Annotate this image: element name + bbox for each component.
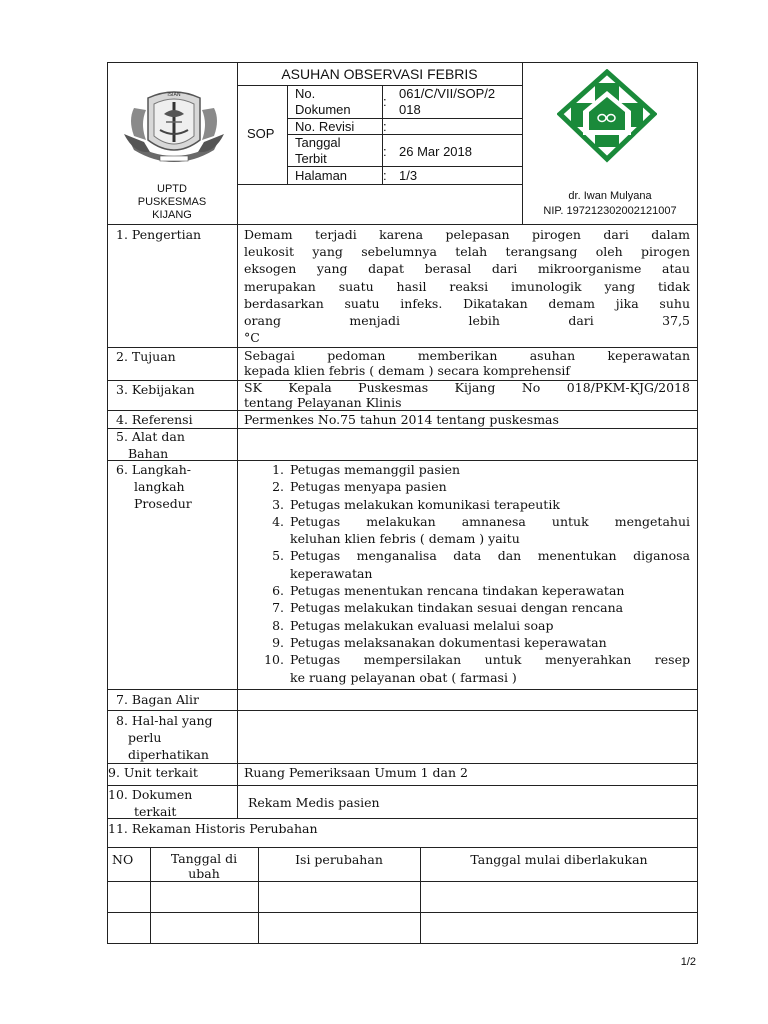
- field-no-dokumen-value: [399, 86, 495, 118]
- field-no-label: No.: [295, 86, 316, 101]
- label-langkah-line-3: Prosedur: [134, 496, 192, 511]
- history-header-tanggal-mulai: Tanggal mulai diberlakukan: [470, 852, 648, 867]
- step-number: 3.: [272, 496, 284, 512]
- institution-line-2: PUSKESMAS: [137, 196, 207, 208]
- label-langkah-line-2: langkah: [134, 479, 185, 494]
- field-terbit-label: Terbit: [295, 151, 327, 166]
- step-number: 2.: [272, 479, 284, 495]
- document-title: ASUHAN OBSERVASI FEBRIS: [281, 66, 478, 82]
- signer-name: dr. Iwan Mulyana: [568, 190, 652, 202]
- procedure-step: [262, 599, 690, 616]
- institution-line-3: KIJANG: [152, 209, 192, 221]
- procedure-step: [262, 582, 690, 599]
- procedure-step: [262, 634, 690, 651]
- dokumen-terkait-text: Rekam Medis pasien: [248, 795, 380, 810]
- history-header-isi: Isi perubahan: [295, 852, 383, 867]
- referensi-text: Permenkes No.75 tahun 2014 tentang puskesmas: [244, 412, 559, 427]
- pengertian-line: Demam terjadi karena pelepasan pirogen dari dalam: [244, 227, 690, 242]
- kebijakan-text: [244, 381, 690, 410]
- history-header-no: NO: [112, 852, 134, 867]
- step-text: Petugas melakukan amnanesa untuk mengetahui: [290, 513, 690, 529]
- procedure-step: [262, 547, 690, 582]
- step-text: Petugas memanggil pasien: [290, 462, 461, 477]
- field-no-dokumen-value-l1: 061/C/VII/SOP/2: [399, 86, 496, 101]
- step-text: Petugas menyapa pasien: [290, 479, 447, 495]
- header-divider-left: [237, 62, 238, 224]
- label-alat-line-1: 5. Alat dan: [116, 429, 185, 444]
- label-dokumen-terkait: [108, 786, 192, 820]
- step-text: Petugas melaksanakan dokumentasi keperawatan: [290, 634, 607, 650]
- row-rule-referensi: [107, 428, 698, 429]
- procedure-step: [262, 478, 690, 495]
- kebijakan-line: tentang Pelayanan Klinis: [244, 394, 402, 410]
- label-hal-line-3: diperhatikan: [128, 747, 209, 762]
- puskesmas-cross-icon: [557, 69, 657, 163]
- tujuan-line: Sebagai pedoman memberikan asuhan keperawatan: [244, 348, 690, 363]
- history-header-tanggal-l1: Tanggal di: [170, 851, 238, 866]
- header-bottom-rule: [107, 224, 698, 225]
- row-rule-bagan: [107, 710, 698, 711]
- label-hal-hal: [116, 712, 213, 763]
- tujuan-line: kepada klien febris ( demam ) secara komprehensif: [244, 363, 570, 378]
- label-alat-line-2: Bahan: [128, 446, 169, 461]
- field-halaman-sep: :: [383, 168, 387, 183]
- step-text: Petugas melakukan tindakan sesuai dengan rencana: [290, 600, 624, 616]
- procedure-step: [262, 513, 690, 548]
- history-header-tanggal-l2: ubah: [188, 866, 220, 881]
- step-text: Petugas menganalisa data dan menentukan diganosa: [290, 548, 690, 564]
- label-referensi: 4. Referensi: [116, 412, 193, 427]
- step-number: 4.: [272, 513, 284, 529]
- field-no-dokumen-sep: :: [383, 94, 387, 109]
- field-halaman-value: 1/3: [399, 168, 418, 183]
- label-rekaman-historis: 11. Rekaman Historis Perubahan: [108, 821, 318, 836]
- history-header-tanggal-ubah: [150, 851, 258, 881]
- institution-line-1: UPTD: [157, 183, 187, 195]
- field-tanggal-label: Tanggal: [295, 135, 341, 150]
- signer-nip: NIP. 197212302002121007: [543, 205, 677, 217]
- tujuan-text: [244, 348, 690, 378]
- label-langkah: [116, 461, 192, 512]
- step-number: 8.: [272, 617, 284, 633]
- step-number: 9.: [272, 634, 284, 650]
- label-tujuan: 2. Tujuan: [116, 349, 176, 364]
- label-dokumen-line-2: terkait: [134, 804, 177, 819]
- step-text: Petugas melakukan evaluasi melalui soap: [290, 617, 554, 633]
- step-number: 5.: [272, 548, 284, 564]
- step-number: 10.: [264, 652, 284, 668]
- step-text: Petugas menentukan rencana tindakan keperawatan: [290, 583, 625, 599]
- step-text: Petugas melakukan komunikasi terapeutik: [290, 496, 560, 512]
- field-tanggal-terbit-label: [295, 135, 341, 167]
- header-rule: [237, 184, 522, 185]
- field-no-revisi-sep: :: [383, 119, 387, 134]
- label-hal-line-1: 8. Hal-hal yang: [116, 713, 213, 728]
- kabupaten-emblem-icon: [120, 80, 228, 174]
- pengertian-line: °C: [244, 330, 260, 346]
- row-rule-unit: [107, 785, 698, 786]
- unit-terkait-text: Ruang Pemeriksaan Umum 1 dan 2: [244, 765, 468, 780]
- field-no-dokumen-value-l2: 018: [399, 102, 421, 117]
- kabupaten-emblem: [120, 80, 228, 174]
- label-pengertian: 1. Pengertian: [116, 227, 202, 242]
- pengertian-line: merupakan suatu hasil reaksi imunologik yang tidak: [244, 278, 690, 294]
- sop-label: SOP: [247, 126, 275, 141]
- label-hal-line-2: perlu: [128, 730, 162, 745]
- field-dokumen-label: Dokumen: [295, 102, 351, 117]
- puskesmas-logo: [557, 69, 657, 163]
- label-langkah-line-1: 6. Langkah-: [116, 462, 192, 477]
- procedure-step: [262, 651, 690, 686]
- procedure-step: [262, 461, 690, 478]
- label-dokumen-line-1: 10. Dokumen: [108, 787, 193, 802]
- pengertian-line: eksogen yang dapat berasal dari mikroorganisme atau: [244, 261, 690, 277]
- kebijakan-line: SK Kepala Puskesmas Kijang No 018/PKM-KJG/2018: [244, 380, 690, 395]
- page-number: 1/2: [680, 956, 696, 968]
- step-text: keluhan klien febris ( demam ) yaitu: [290, 531, 520, 547]
- svg-text:ISIAN: ISIAN: [167, 92, 181, 98]
- label-bagan-alir: 7. Bagan Alir: [116, 692, 200, 707]
- institution-name: [108, 183, 236, 222]
- step-text: Petugas mempersilakan untuk menyerahkan resep: [290, 652, 690, 668]
- pengertian-text: [244, 226, 690, 346]
- step-text: keperawatan: [290, 565, 373, 581]
- field-tanggal-terbit-value: 26 Mar 2018: [399, 144, 472, 159]
- procedure-steps-list: [262, 461, 690, 686]
- row-rule-dokumen: [107, 818, 698, 819]
- field-no-dokumen-label: [295, 86, 351, 118]
- label-kebijakan: 3. Kebijakan: [116, 382, 195, 397]
- step-number: 6.: [272, 583, 284, 599]
- body-label-divider: [237, 224, 238, 818]
- field-tanggal-terbit-sep: :: [383, 144, 387, 159]
- label-unit-terkait: 9. Unit terkait: [108, 765, 198, 780]
- label-alat-bahan: [116, 428, 185, 462]
- history-header-rule: [107, 881, 698, 882]
- step-number: 7.: [272, 600, 284, 616]
- procedure-step: [262, 617, 690, 634]
- field-halaman-label: Halaman: [295, 168, 348, 183]
- row-rule-rekaman: [107, 847, 698, 848]
- field-no-revisi-label: No. Revisi: [295, 119, 355, 134]
- row-rule-langkah: [107, 689, 698, 690]
- procedure-step: [262, 496, 690, 513]
- step-number: 1.: [272, 462, 284, 477]
- pengertian-line: orang menjadi lebih dari 37,5: [244, 313, 690, 329]
- pengertian-line: berdasarkan suatu infeks. Dikatakan demam jika suhu: [244, 295, 690, 311]
- history-row-rule: [107, 912, 698, 913]
- step-text: ke ruang pelayanan obat ( farmasi ): [290, 669, 517, 685]
- pengertian-line: leukosit yang sebelumnya telah terangsang oleh pirogen: [244, 244, 690, 260]
